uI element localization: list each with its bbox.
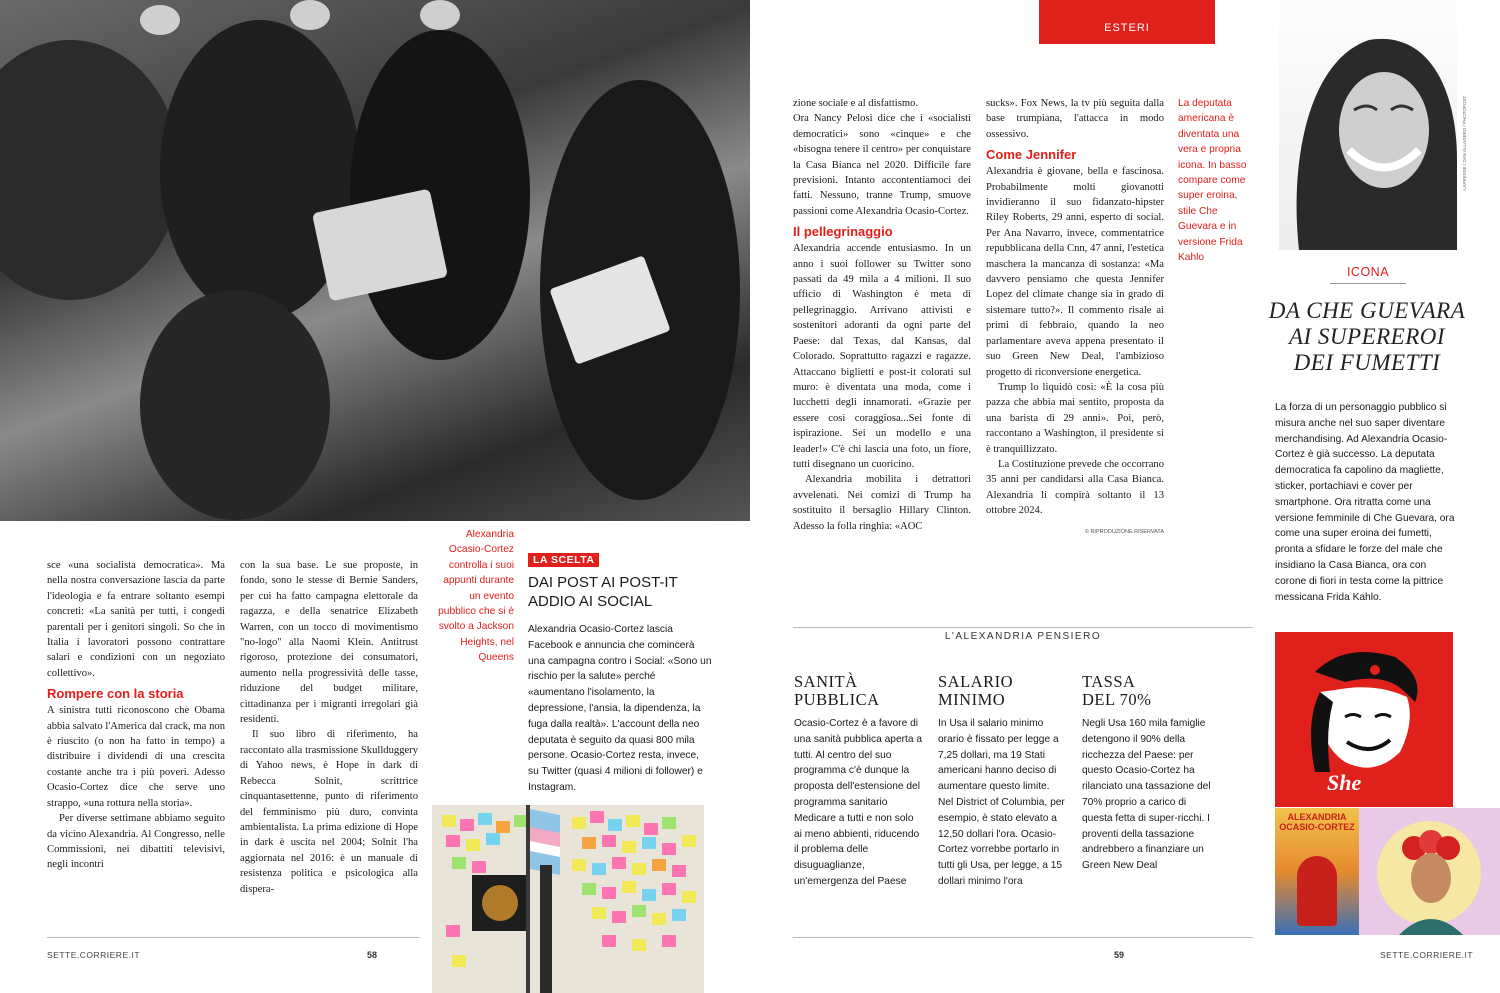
paragraph: Il suo libro di riferimento, ha raccontato alla trasmissione Skullduggery di Yahoo news, è Hope in dark di Rebecca Solnit, scrittrice cinquantasettenne, punto di riferimento del femminismo più duro, convinta ambientalista. La prima edizione di Hope in dark è uscita nel 2004; Solnit l'ha aggiornata nel 2016: è un manuale di resistenza politica e psicologica alla dispera- xyxy=(240,729,418,895)
article-column-3 xyxy=(793,96,971,534)
page-number-left: 58 xyxy=(367,950,378,960)
article-column-4 xyxy=(986,96,1164,540)
paragraph: Ora Nancy Pelosi dice che i «socialisti democratici» sono «cinque» e che «bisogna tenere il centro» per conquistare la Casa Bianca nel 2020. Difficile fare previsioni. Intanto accontentiamoci dei fatti. Nessuno, tranne Trump, smuove passioni come Alexandria Ocasio-Cortez. xyxy=(793,113,971,217)
icona-title-line: DA CHE GUEVARA xyxy=(1268,298,1466,323)
photo-credit: LAPRESSE / DAN ALLAGERO / PHOTOPOST xyxy=(1462,95,1467,190)
icona-rule xyxy=(1330,283,1406,284)
portrait-photo xyxy=(1279,0,1457,250)
che-style-poster xyxy=(1275,632,1453,807)
icona-title xyxy=(1262,298,1472,376)
icona-title-line: AI SUPEREROI xyxy=(1288,324,1446,349)
la-scelta-tag: LA SCELTA xyxy=(528,553,599,567)
pensiero-item-salario xyxy=(938,673,1066,890)
paragraph: Alexandria è giovane, bella e fascinosa. Probabilmente molti giovanotti invidieranno il suo fidanzato-hipster Riley Roberts, 29 anni, esperto di social. Per Ana Navarro, invece, commentatrice repubblicana della Cnn, 47 anni, l'estetica maschera la mancanza di sostanza: «Ma davvero pensiamo che questa Jennifer Lopez del climate change sia in grado di sistemare tutto?». Il commento risale ai primi di febbraio, quando la neo parlamentare aveva appena presentato il suo Green New Deal, l'ambizioso progetto di riconversione energetica. xyxy=(986,166,1164,378)
paragraph: Alexandria accende entusiasmo. In un anno i suoi follower su Twitter sono passati da 49 mila a 4 milioni. Il suo ufficio di Washington è meta di pellegrinaggio. Arrivano attivisti e sostenitori adoranti da ogni parte del Paese: dal Texas, dal Kansas, dal Colorado. Soprattutto ragazzi e ragazze. Attaccano biglietti e post-it colorati sul muro: è diventata una moda, come i lucchetti degli innamorati. «Grazie per essere così coraggiosa...Sei fonte di ispirazione. Sei un modello e una leader!» C'è chi lascia una foto, un fiore, tutti disegnano un cuoricino. xyxy=(793,243,971,470)
pensiero-item-text: In Usa il salario minimo orario è fissato per legge a 7,25 dollari, ma 19 Stati americani hanno deciso di aumentare questo limite. Nel District of Columbia, per esempio, è stato elevato a 12,50 dollari l'ora. Ocasio-Cortez vorrebbe portarlo in tutti gli Usa, per legge, a 15 dollari minimo l'ora xyxy=(938,718,1065,887)
frida-illustration xyxy=(1359,808,1500,935)
box-title xyxy=(528,573,708,611)
comic-cover xyxy=(1275,808,1359,935)
pensiero-item-text: Negli Usa 160 mila famiglie detengono il 90% della ricchezza del Paese: per questo Ocasio-Cortez ha rilanciato una tassazione del 70% proprio a carico di questa fetta di super-ricchi. I proventi della tassazione andrebbero a finanziare un Green New Deal xyxy=(1082,718,1211,872)
paragraph: zione sociale e al disfattismo. xyxy=(793,98,919,109)
pensiero-header: L'ALEXANDRIA PENSIERO xyxy=(944,631,1102,642)
paragraph: sucks». Fox News, la tv più seguita dalla base trumpiana, l'attacca in modo ossessivo. xyxy=(986,98,1164,140)
portrait-illustration xyxy=(1279,0,1457,250)
copyright: © RIPRODUZIONE RISERVATA xyxy=(1084,528,1164,535)
pensiero-rule xyxy=(793,627,1253,628)
pensiero-title-line: PUBBLICA xyxy=(794,690,880,709)
post-it-wall-illustration xyxy=(432,805,704,993)
side-caption: La deputata americana è diventata una vera e propria icona. In basso compare come super eroina, stile Che Guevara e in versione Frida Kahlo xyxy=(1178,98,1247,264)
pensiero-item-sanita xyxy=(794,673,922,890)
paragraph: A sinistra tutti riconoscono che Obama abbia salvato l'America dal crack, ma non è riuscito (o non ha fatto in tempo) a distribuire i dividendi di una crescita costante anche tra i più poveri. Adesso Ocasio-Cortez dice che serve uno strappo, «una rottura nella storia». xyxy=(47,705,225,809)
pensiero-title-line: TASSA xyxy=(1082,672,1136,691)
footer-rule-right xyxy=(793,937,1253,938)
paragraph: Trump lo liquidò così: «È la cosa più pazza che abbia mai sentito, proposta da una barista di 29 anni». Poi, però, raccontano a Washington, il presidente si è tranquillizzato. xyxy=(986,381,1164,455)
pensiero-title-line: SALARIO xyxy=(938,672,1014,691)
box-text: Alexandria Ocasio-Cortez lascia Facebook e annuncia che comincerà una campagna contro i Social: «Sono un rischio per la salute» perché «aumentano l'isolamento, la depressione, l'ansia, la dipendenza, la fuga dalla realtà». L'account della neo deputata è seguito da quasi 800 mila persone. Ocasio-Cortez resta, invece, su Twitter (quasi 4 milioni di follower) e Instagram. xyxy=(528,624,712,793)
article-column-1 xyxy=(47,558,225,873)
pensiero-item-text: Ocasio-Cortez è a favore di una sanità pubblica aperta a tutti. Al centro del suo programma c'è dunque la proposta dell'estensione del programma sanitario Medicare a tutti e non solo ai meno abbienti, riducendo il problema delle disuguaglianze, un'emergenza del Paese xyxy=(794,718,923,887)
paragraph: con la sua base. Le sue proposte, in fondo, sono le stesse di Bernie Sanders, per cui ha fatto campagna elettorale da ragazza, e della senatrice Elizabeth Warren, con un tocco di movimentismo "no-logo" alla Naomi Klein. Antitrust rigoroso, protezione dei consumatori, aumento nella progressività delle tasse, riduzione del budget militare, cittadinanza per i migranti irregolari già residenti. xyxy=(240,560,418,726)
pensiero-title-line: MINIMO xyxy=(938,690,1006,709)
box-title-line: ADDIO AI SOCIAL xyxy=(528,593,653,610)
footer-right-site: SETTE.CORRIERE.IT xyxy=(1380,950,1474,960)
photo-caption: Alexandria Ocasio-Cortez controlla i suoi appunti durante un evento pubblico che si è svolto a Jackson Heights, nel Queens xyxy=(438,529,514,664)
main-event-photo xyxy=(0,0,750,521)
subheading: Come Jennifer xyxy=(986,147,1077,163)
paragraph: Per diverse settimane abbiamo seguito da vicino Alexandria. Al Congresso, nelle Commissioni, nei dibattiti televisivi, negli incontri xyxy=(47,813,225,871)
subheading: Il pellegrinaggio xyxy=(793,224,893,240)
pensiero-item-title xyxy=(938,673,1066,709)
poster-text: She xyxy=(1327,770,1362,795)
page-number-right: 59 xyxy=(1114,950,1125,960)
icona-label: ICONA xyxy=(1346,265,1390,279)
comic-heroine-figure xyxy=(1297,856,1337,926)
article-column-2 xyxy=(240,558,418,897)
frida-style-portrait xyxy=(1359,808,1500,935)
subheading: Rompere con la storia xyxy=(47,686,184,702)
footer-left-site: SETTE.CORRIERE.IT xyxy=(47,950,141,960)
pensiero-item-tassa xyxy=(1082,673,1212,874)
paragraph: La Costituzione prevede che occorrano 35 anni per candidarsi alla Casa Bianca. Alexandria li compirà soltanto il 13 ottobre 2024. xyxy=(986,458,1164,517)
icona-text: La forza di un personaggio pubblico si misura anche nel suo saper diventare merchandising. Ad Alexandria Ocasio-Cortez è già successo. La deputata democratica fa capolino da magliette, sticker, portachiavi e cover per smartphone. Ora ritratta come una versione femminile di Che Guevara, ora come una super eroina dei fumetti, pronta a sfidare le forze del male che insidiano la Casa Bianca, ora con corone di fiori in testa come la pittrice messicana Frida Kahlo. xyxy=(1275,402,1455,603)
poster-illustration xyxy=(1275,632,1453,807)
icona-title-line: DEI FUMETTI xyxy=(1293,350,1441,375)
box-title-line: DAI POST AI POST-IT xyxy=(528,574,678,591)
footer-rule-left xyxy=(47,937,419,938)
pensiero-title-line: SANITÀ xyxy=(794,672,858,691)
post-it-wall-photo xyxy=(432,805,704,993)
paragraph: Alexandria mobilita i detrattori avvelenati. Nei comizi di Trump ha sostituito il bersaglio Hillary Clinton. Adesso la folla ringhia: «AOC xyxy=(793,474,971,532)
section-tag: ESTERI xyxy=(1039,0,1215,44)
pensiero-item-title xyxy=(1082,673,1212,709)
comic-title: ALEXANDRIA OCASIO-CORTEZ xyxy=(1279,812,1355,832)
paragraph: sce «una socialista democratica». Ma nella nostra conversazione lascia da parte l'ideologia e fa entrare soltanto esempi concreti: «La sanità per tutti, i congedi parentali per i genitori singoli. So che in Italia i lavoratori possono contrattare salari e condizioni con un negoziato collettivo». xyxy=(47,560,225,679)
pensiero-title-line: DEL 70% xyxy=(1082,690,1152,709)
pensiero-item-title xyxy=(794,673,922,709)
